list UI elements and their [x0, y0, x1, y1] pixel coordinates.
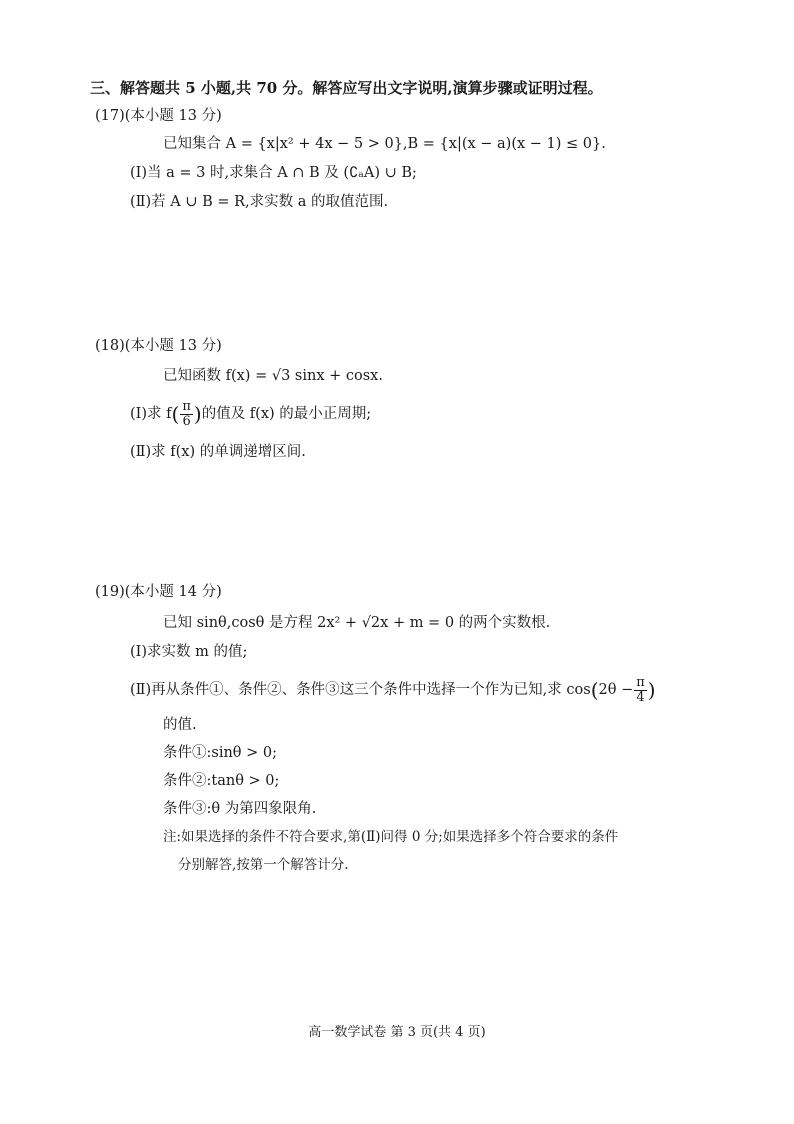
- q17-part1: (Ⅰ)当 a = 3 时,求集合 A ∩ B 及 (∁ₐA) ∪ B;: [130, 165, 417, 181]
- q19-part2-cont: 的值.: [163, 717, 197, 733]
- q19-stem: 已知 sinθ,cosθ 是方程 2x² + √2x + m = 0 的两个实数根.: [163, 615, 551, 631]
- page-footer: 高一数学试卷 第 3 页(共 4 页): [308, 1025, 486, 1040]
- q19-note-line1: 注:如果选择的条件不符合要求,第(Ⅱ)问得 0 分;如果选择多个符合要求的条件: [163, 829, 619, 845]
- q17-stem: 已知集合 A = {x|x² + 4x − 5 > 0},B = {x|(x − a)(x − 1) ≤ 0}.: [163, 136, 606, 152]
- q18-label: (18)(本小题 13 分): [95, 338, 222, 354]
- fraction-denominator: 4: [636, 689, 645, 705]
- q17-label: (17)(本小题 13 分): [95, 108, 222, 124]
- q19-part2-expr: 2θ −: [598, 682, 634, 699]
- q19-condition-3: 条件③:θ 为第四象限角.: [163, 801, 317, 817]
- q19-condition-2: 条件②:tanθ > 0;: [163, 773, 280, 789]
- fraction-numerator: π: [636, 675, 645, 690]
- fraction-numerator: π: [182, 399, 191, 414]
- fraction-denominator: 6: [182, 413, 191, 429]
- q18-part2: (Ⅱ)求 f(x) 的单调递增区间.: [130, 444, 306, 460]
- q19-label: (19)(本小题 14 分): [95, 584, 222, 600]
- q19-part1: (Ⅰ)求实数 m 的值;: [130, 644, 248, 660]
- q19-condition-1: 条件①:sinθ > 0;: [163, 745, 278, 761]
- q18-part1-suffix: 的值及 f(x) 的最小正周期;: [201, 406, 372, 423]
- q17-part2: (Ⅱ)若 A ∪ B = R,求实数 a 的取值范围.: [130, 194, 389, 210]
- q18-part1: (Ⅰ)求 f( $\frac{\pi}{6}$ )的值及 f(x) 的最小正周期;: [130, 399, 372, 429]
- q19-part2-prefix: (Ⅱ)再从条件①、条件②、条件③这三个条件中选择一个作为已知,求 cos: [130, 682, 591, 699]
- pi-over-6-fraction: [180, 400, 193, 428]
- section-heading: 三、解答题共 5 小题,共 70 分。解答应写出文字说明,演算步骤或证明过程。: [90, 79, 603, 97]
- q18-stem: 已知函数 f(x) = √3 sinx + cosx.: [163, 368, 383, 384]
- q18-part1-prefix: (Ⅰ)求 f: [130, 406, 172, 423]
- pi-over-4-fraction: [634, 676, 647, 704]
- q19-part2: (Ⅱ)再从条件①、条件②、条件③这三个条件中选择一个作为已知,求 cos(2θ − $\frac{\pi}{4}$ ): [130, 675, 656, 705]
- q19-note-line2: 分别解答,按第一个解答计分.: [178, 857, 349, 873]
